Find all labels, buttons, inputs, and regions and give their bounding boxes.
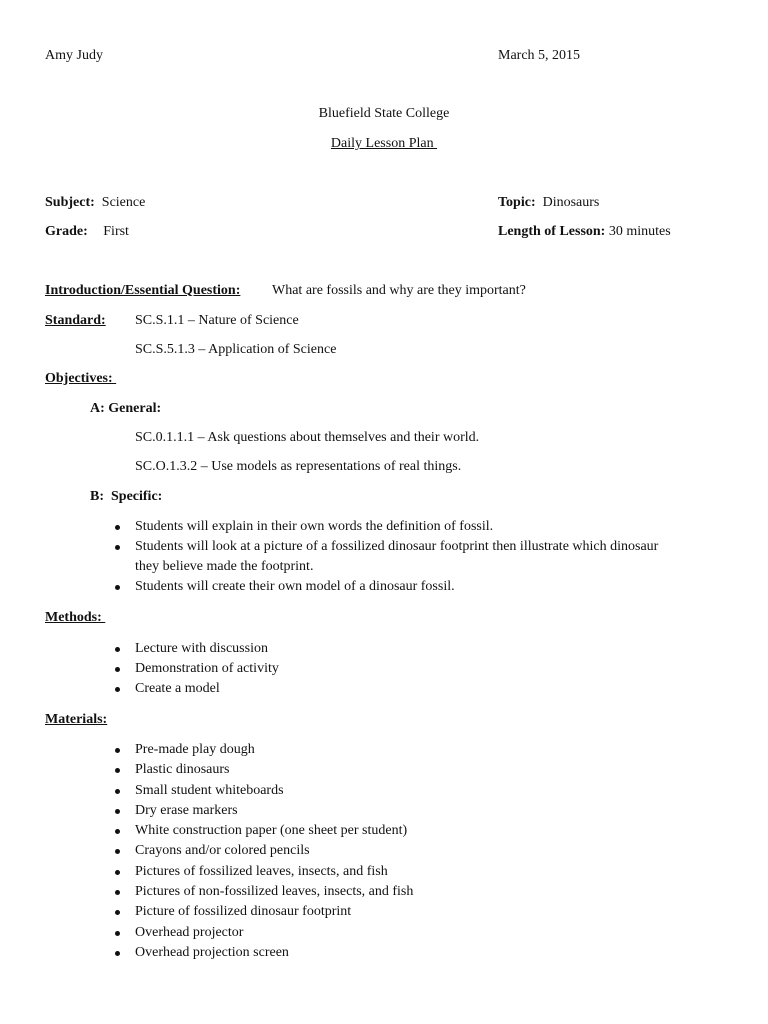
general-label: A: General:: [90, 401, 162, 416]
list-item: White construction paper (one sheet per student): [110, 822, 722, 842]
list-item: Overhead projector: [110, 924, 722, 944]
length-row: [498, 223, 671, 241]
length-label: Length of Lesson:: [498, 224, 606, 239]
list-item: Pictures of non-fossilized leaves, insects, and fish: [110, 883, 722, 903]
list-item: Students will look at a picture of a fossilized dinosaur footprint then illustrate which dinosaur: [110, 538, 722, 558]
list-item: Plastic dinosaurs: [110, 761, 722, 781]
topic-row: [498, 194, 599, 212]
author-name: Amy Judy: [45, 48, 103, 63]
topic-value: Dinosaurs: [542, 195, 600, 210]
document-date: March 5, 2015: [498, 48, 581, 63]
grade-row: [45, 223, 129, 241]
list-item: Pre-made play dough: [110, 741, 722, 761]
objectives-heading: Objectives:: [45, 371, 117, 386]
list-item: Picture of fossilized dinosaur footprint: [110, 903, 722, 923]
general-item: SC.O.1.3.2 – Use models as representations of real things.: [135, 459, 462, 474]
list-item: Students will explain in their own words the definition of fossil.: [110, 518, 722, 538]
list-item: Pictures of fossilized leaves, insects, and fish: [110, 863, 722, 883]
general-item: SC.0.1.1.1 – Ask questions about themselves and their world.: [135, 430, 480, 445]
specific-list: [110, 518, 722, 558]
subject-value: Science: [101, 195, 146, 210]
grade-label: Grade:: [45, 224, 88, 239]
specific-label: B: Specific:: [90, 489, 163, 504]
grade-value: First: [103, 224, 129, 239]
list-item-continuation: they believe made the footprint.: [135, 559, 314, 574]
list-item: Students will create their own model of a dinosaur fossil.: [110, 578, 722, 598]
topic-label: Topic:: [498, 195, 536, 210]
document-title: Daily Lesson Plan: [330, 136, 438, 151]
list-item: Create a model: [110, 680, 722, 700]
standard-item: SC.S.5.1.3 – Application of Science: [135, 342, 337, 357]
methods-list: [110, 640, 722, 700]
materials-list: [110, 741, 722, 964]
list-item: Demonstration of activity: [110, 660, 722, 680]
intro-label: Introduction/Essential Question:: [45, 283, 241, 298]
list-item: Small student whiteboards: [110, 782, 722, 802]
subject-row: [45, 194, 145, 212]
doc-title-wrap: [0, 135, 768, 153]
list-item: Lecture with discussion: [110, 640, 722, 660]
methods-heading: Methods:: [45, 610, 106, 625]
subject-label: Subject:: [45, 195, 95, 210]
list-item: Overhead projection screen: [110, 944, 722, 964]
standard-label: Standard:: [45, 313, 106, 328]
list-item: Dry erase markers: [110, 802, 722, 822]
materials-heading: Materials:: [45, 712, 108, 727]
length-value: 30 minutes: [608, 224, 671, 239]
college-name: Bluefield State College: [318, 106, 450, 121]
intro-question: What are fossils and why are they important?: [272, 283, 526, 298]
standard-item: SC.S.1.1 – Nature of Science: [135, 313, 299, 328]
specific-list-cont: [110, 578, 722, 598]
list-item: Crayons and/or colored pencils: [110, 842, 722, 862]
